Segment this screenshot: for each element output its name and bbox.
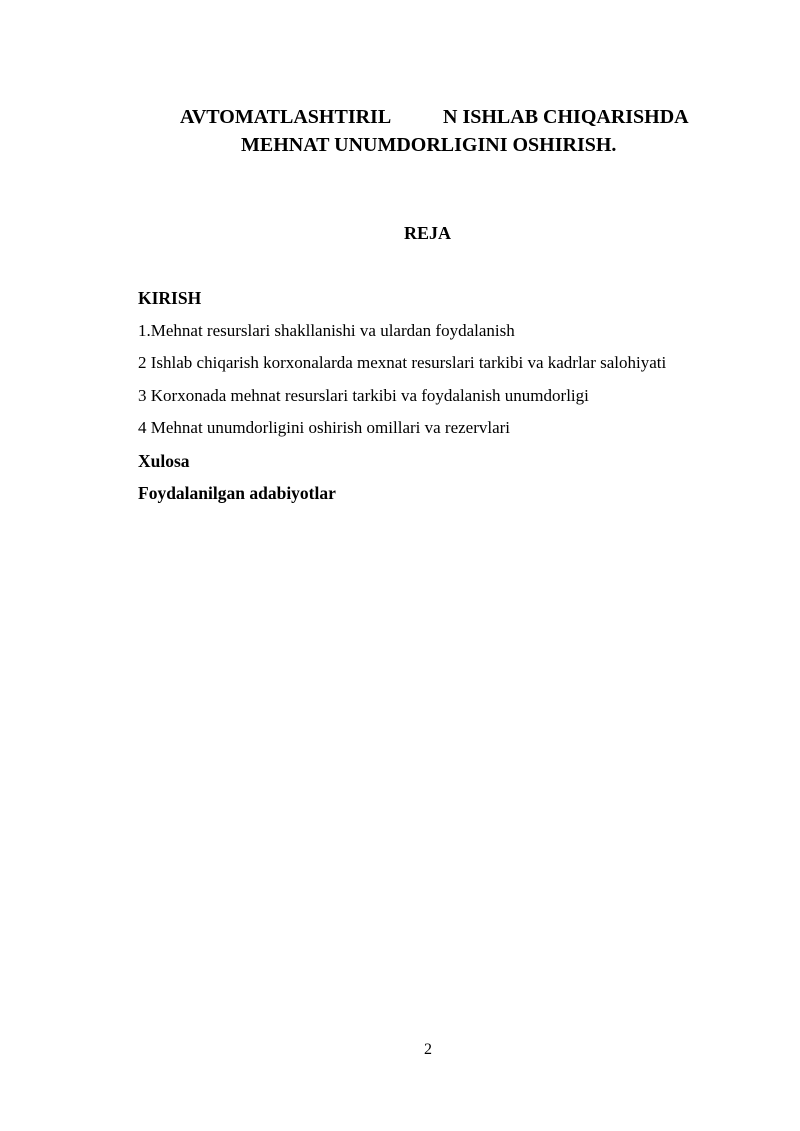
title-line-1-part-1: AVTOMATLASHTIRIL	[180, 106, 392, 128]
toc-item-3: 3 Korxonada mehnat resurslari tarkibi va foydalanish unumdorligi	[138, 385, 589, 405]
toc-item-references: Foydalanilgan adabiyotlar	[138, 483, 336, 503]
toc-item-2: 2 Ishlab chiqarish korxonalarda mexnat resurslari tarkibi va kadrlar salohiyati	[138, 353, 667, 372]
toc-item-conclusion: Xulosa	[138, 450, 190, 471]
table-of-contents	[138, 282, 666, 510]
title-line-1-part-2: N ISHLAB CHIQARISHDA	[443, 106, 689, 128]
plan-heading: REJA	[404, 223, 452, 243]
toc-item-introduction: KIRISH	[138, 288, 202, 308]
toc-item-1: 1.Mehnat resurslari shakllanishi va ulardan foydalanish	[138, 320, 515, 340]
page-number: 2	[424, 1041, 432, 1058]
title-line-2: MEHNAT UNUMDORLIGINI OSHIRISH.	[241, 134, 617, 156]
toc-item-4: 4 Mehnat unumdorligini oshirish omillari va rezervlari	[138, 418, 511, 437]
